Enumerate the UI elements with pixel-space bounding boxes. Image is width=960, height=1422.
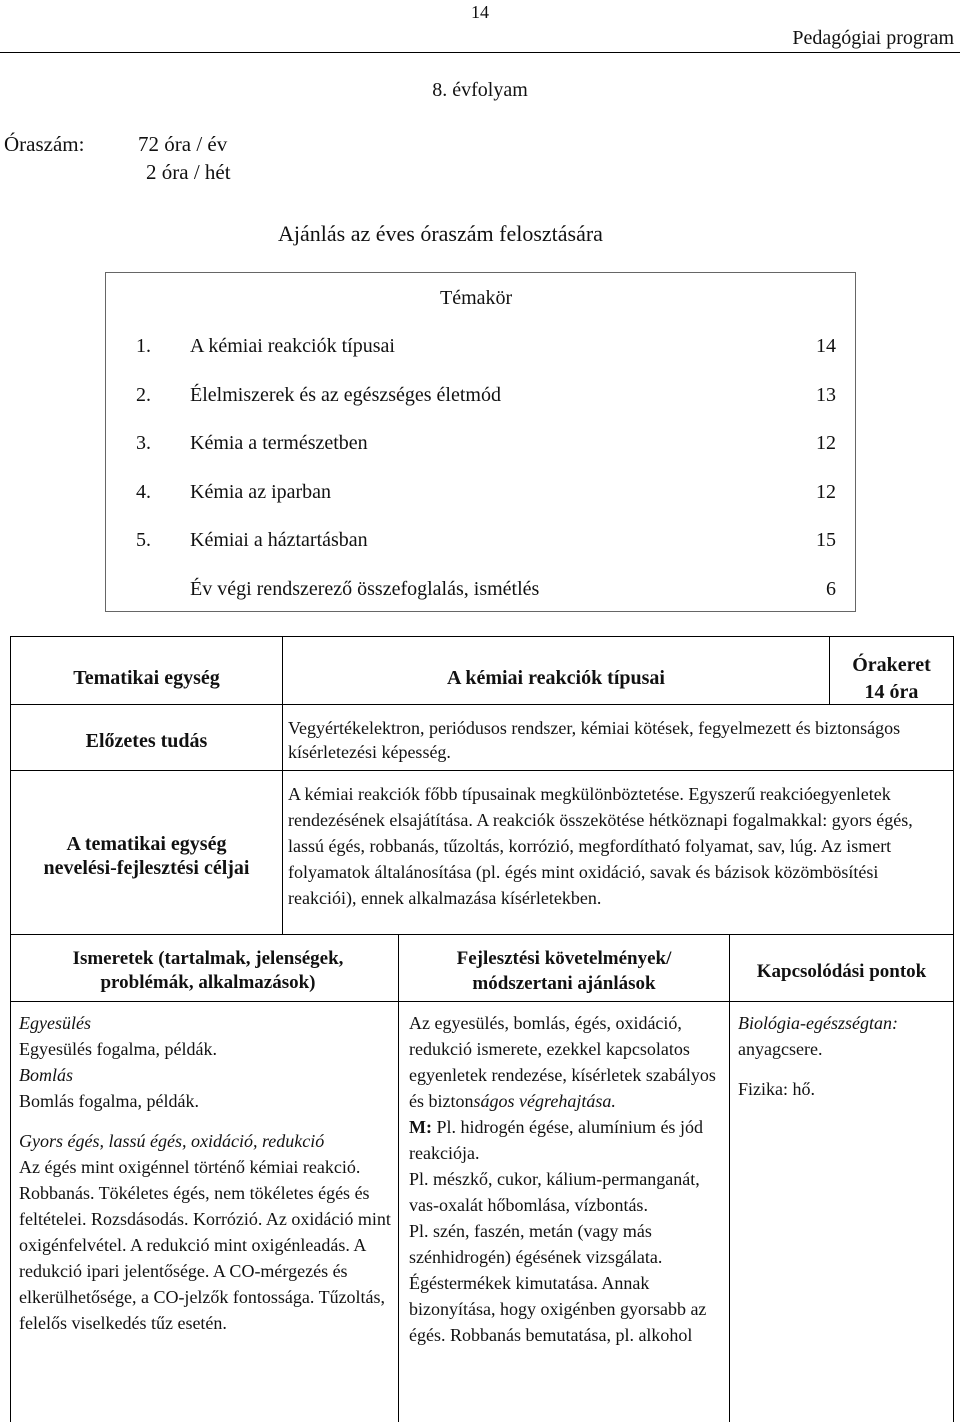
topic-name: Élelmiszerek és az egészséges életmód: [190, 384, 501, 406]
grid-line: [10, 636, 954, 637]
grid-line: [729, 934, 730, 1422]
unit-title: A kémiai reakciók típusai: [447, 667, 665, 689]
unit-label: Tematikai egység: [73, 667, 220, 689]
connections-header: Kapcsolódási pontok: [756, 961, 927, 982]
goals-text: A kémiai reakciók főbb típusainak megkülönböztetése. Egyszerű reakcióegyenletek rendezésének elsajátítása. A reakciók összekötése hétköznapi fogalmakkal: gyors égés, lassú égés, robbanás, tűzoltás, korrózió, megfordítható folyamat, sav, lúg. Az ismert folyamatok általánosítása (pl. égés mint oxidáció, savak és bázisok közömbösítési reakciói), ennek alkalmazása kísérletekben.: [288, 784, 913, 908]
knowledge-text: Egyesülés fogalma, példák.: [19, 1039, 217, 1059]
page-number: 14: [471, 2, 489, 22]
topic-hours: 14: [816, 335, 836, 357]
topic-hours: 13: [816, 384, 836, 406]
knowledge-text: Az égés mint oxigénnel történő kémiai reakció. Robbanás. Tökéletes égés, nem tökéletes égés és feltételei. Rozsdásodás. Korrózió. Az oxidáció mint oxigénfelvétel. A redukció mint oxigénleadás. A redukció ipari jelentősége. A CO-mérgezés és elkerülhetősége, a CO-jelzők fontossága. Tűzoltás, felelős viselkedés tűz esetén.: [19, 1157, 391, 1333]
grid-line: [10, 704, 954, 705]
hours-per-year: 72 óra / év: [138, 132, 228, 156]
grid-line: [953, 636, 954, 1422]
topic-name: Kémia a természetben: [190, 432, 368, 454]
topic-number: 1.: [136, 335, 151, 357]
grid-line: [398, 934, 399, 1422]
requirement-text: Pl. hidrogén égése, alumínium és jód reakciója.: [409, 1117, 703, 1163]
grade-heading: 8. évfolyam: [432, 79, 528, 101]
grid-line: [10, 934, 954, 935]
grid-line: [10, 636, 11, 1422]
knowledge-column: [19, 1010, 393, 1336]
topic-name: Kémiai a háztartásban: [190, 529, 368, 551]
requirements-header: módszertani ajánlások: [472, 973, 656, 994]
requirement-text: ságos végrehajtása.: [473, 1091, 616, 1111]
connections-column: [738, 1010, 948, 1102]
method-label: M:: [409, 1117, 432, 1137]
requirement-item: [409, 1010, 725, 1114]
time-frame-label: Órakeret: [852, 654, 931, 676]
topic-hours: 6: [826, 578, 836, 600]
knowledge-heading: Egyesülés: [19, 1013, 91, 1033]
connection-subject: Biológia-egészségtan:: [738, 1013, 898, 1033]
knowledge-heading: Bomlás: [19, 1065, 73, 1085]
grid-line: [10, 1001, 954, 1002]
grid-line: [10, 770, 954, 771]
knowledge-column-header: Ismeretek (tartalmak, jelenségek, problémák, alkalmazások): [72, 948, 344, 993]
requirement-item: [409, 1114, 725, 1166]
program-title: Pedagógiai program: [792, 27, 954, 49]
topic-number: 4.: [136, 481, 151, 503]
topic-hours: 12: [816, 432, 836, 454]
connection-item: [738, 1076, 948, 1102]
goals-label: nevelési-fejlesztési céljai: [43, 857, 250, 879]
hours-per-week: 2 óra / hét: [146, 160, 231, 184]
requirement-item: Pl. mészkő, cukor, kálium-permanganát, vas-oxalát hőbomlása, vízbontás.: [409, 1169, 700, 1215]
topic-name: A kémiai reakciók típusai: [190, 335, 395, 357]
requirements-column: [409, 1010, 725, 1348]
hours-label: Óraszám:: [4, 132, 85, 156]
requirement-item: Pl. szén, faszén, metán (vagy más szénhidrogén) égésének vizsgálata. Égéstermékek kimutatása. Annak bizonyítása, hogy oxigénben gyorsabb az égés. Robbanás bemutatása, pl. alkohol: [409, 1221, 707, 1345]
connection-subject: Fizika:: [738, 1079, 788, 1099]
topic-number: 5.: [136, 529, 151, 551]
topic-name: Év végi rendszerező összefoglalás, ismétlés: [190, 578, 540, 600]
recommendation-title: Ajánlás az éves óraszám felosztására: [278, 221, 603, 246]
connection-topic: hő.: [788, 1079, 815, 1099]
requirement-text: Az egyesülés, bomlás, égés, oxidáció, redukció ismerete, ezekkel kapcsolatos egyenletek rendezése, kísérletek szabályos és bizton: [409, 1013, 716, 1111]
topic-hours: 12: [816, 481, 836, 503]
topics-header: Témakör: [440, 287, 513, 309]
topic-number: 2.: [136, 384, 151, 406]
connection-topic: anyagcsere.: [738, 1039, 823, 1059]
topic-hours: 15: [816, 529, 836, 551]
topic-name: Kémia az iparban: [190, 481, 332, 503]
prior-knowledge-label: Előzetes tudás: [85, 730, 208, 752]
topic-number: 3.: [136, 432, 151, 454]
knowledge-heading: Gyors égés, lassú égés, oxidáció, redukció: [19, 1131, 325, 1151]
time-frame-value: 14 óra: [864, 681, 919, 703]
header-divider: [0, 52, 960, 53]
requirements-header: Fejlesztési követelmények/: [456, 948, 672, 969]
knowledge-text: Bomlás fogalma, példák.: [19, 1091, 199, 1111]
prior-knowledge-text: Vegyértékelektron, periódusos rendszer, kémiai kötések, fegyelmezett és biztonságos kísérletezési képesség.: [288, 718, 901, 762]
goals-label: A tematikai egység: [66, 833, 227, 855]
